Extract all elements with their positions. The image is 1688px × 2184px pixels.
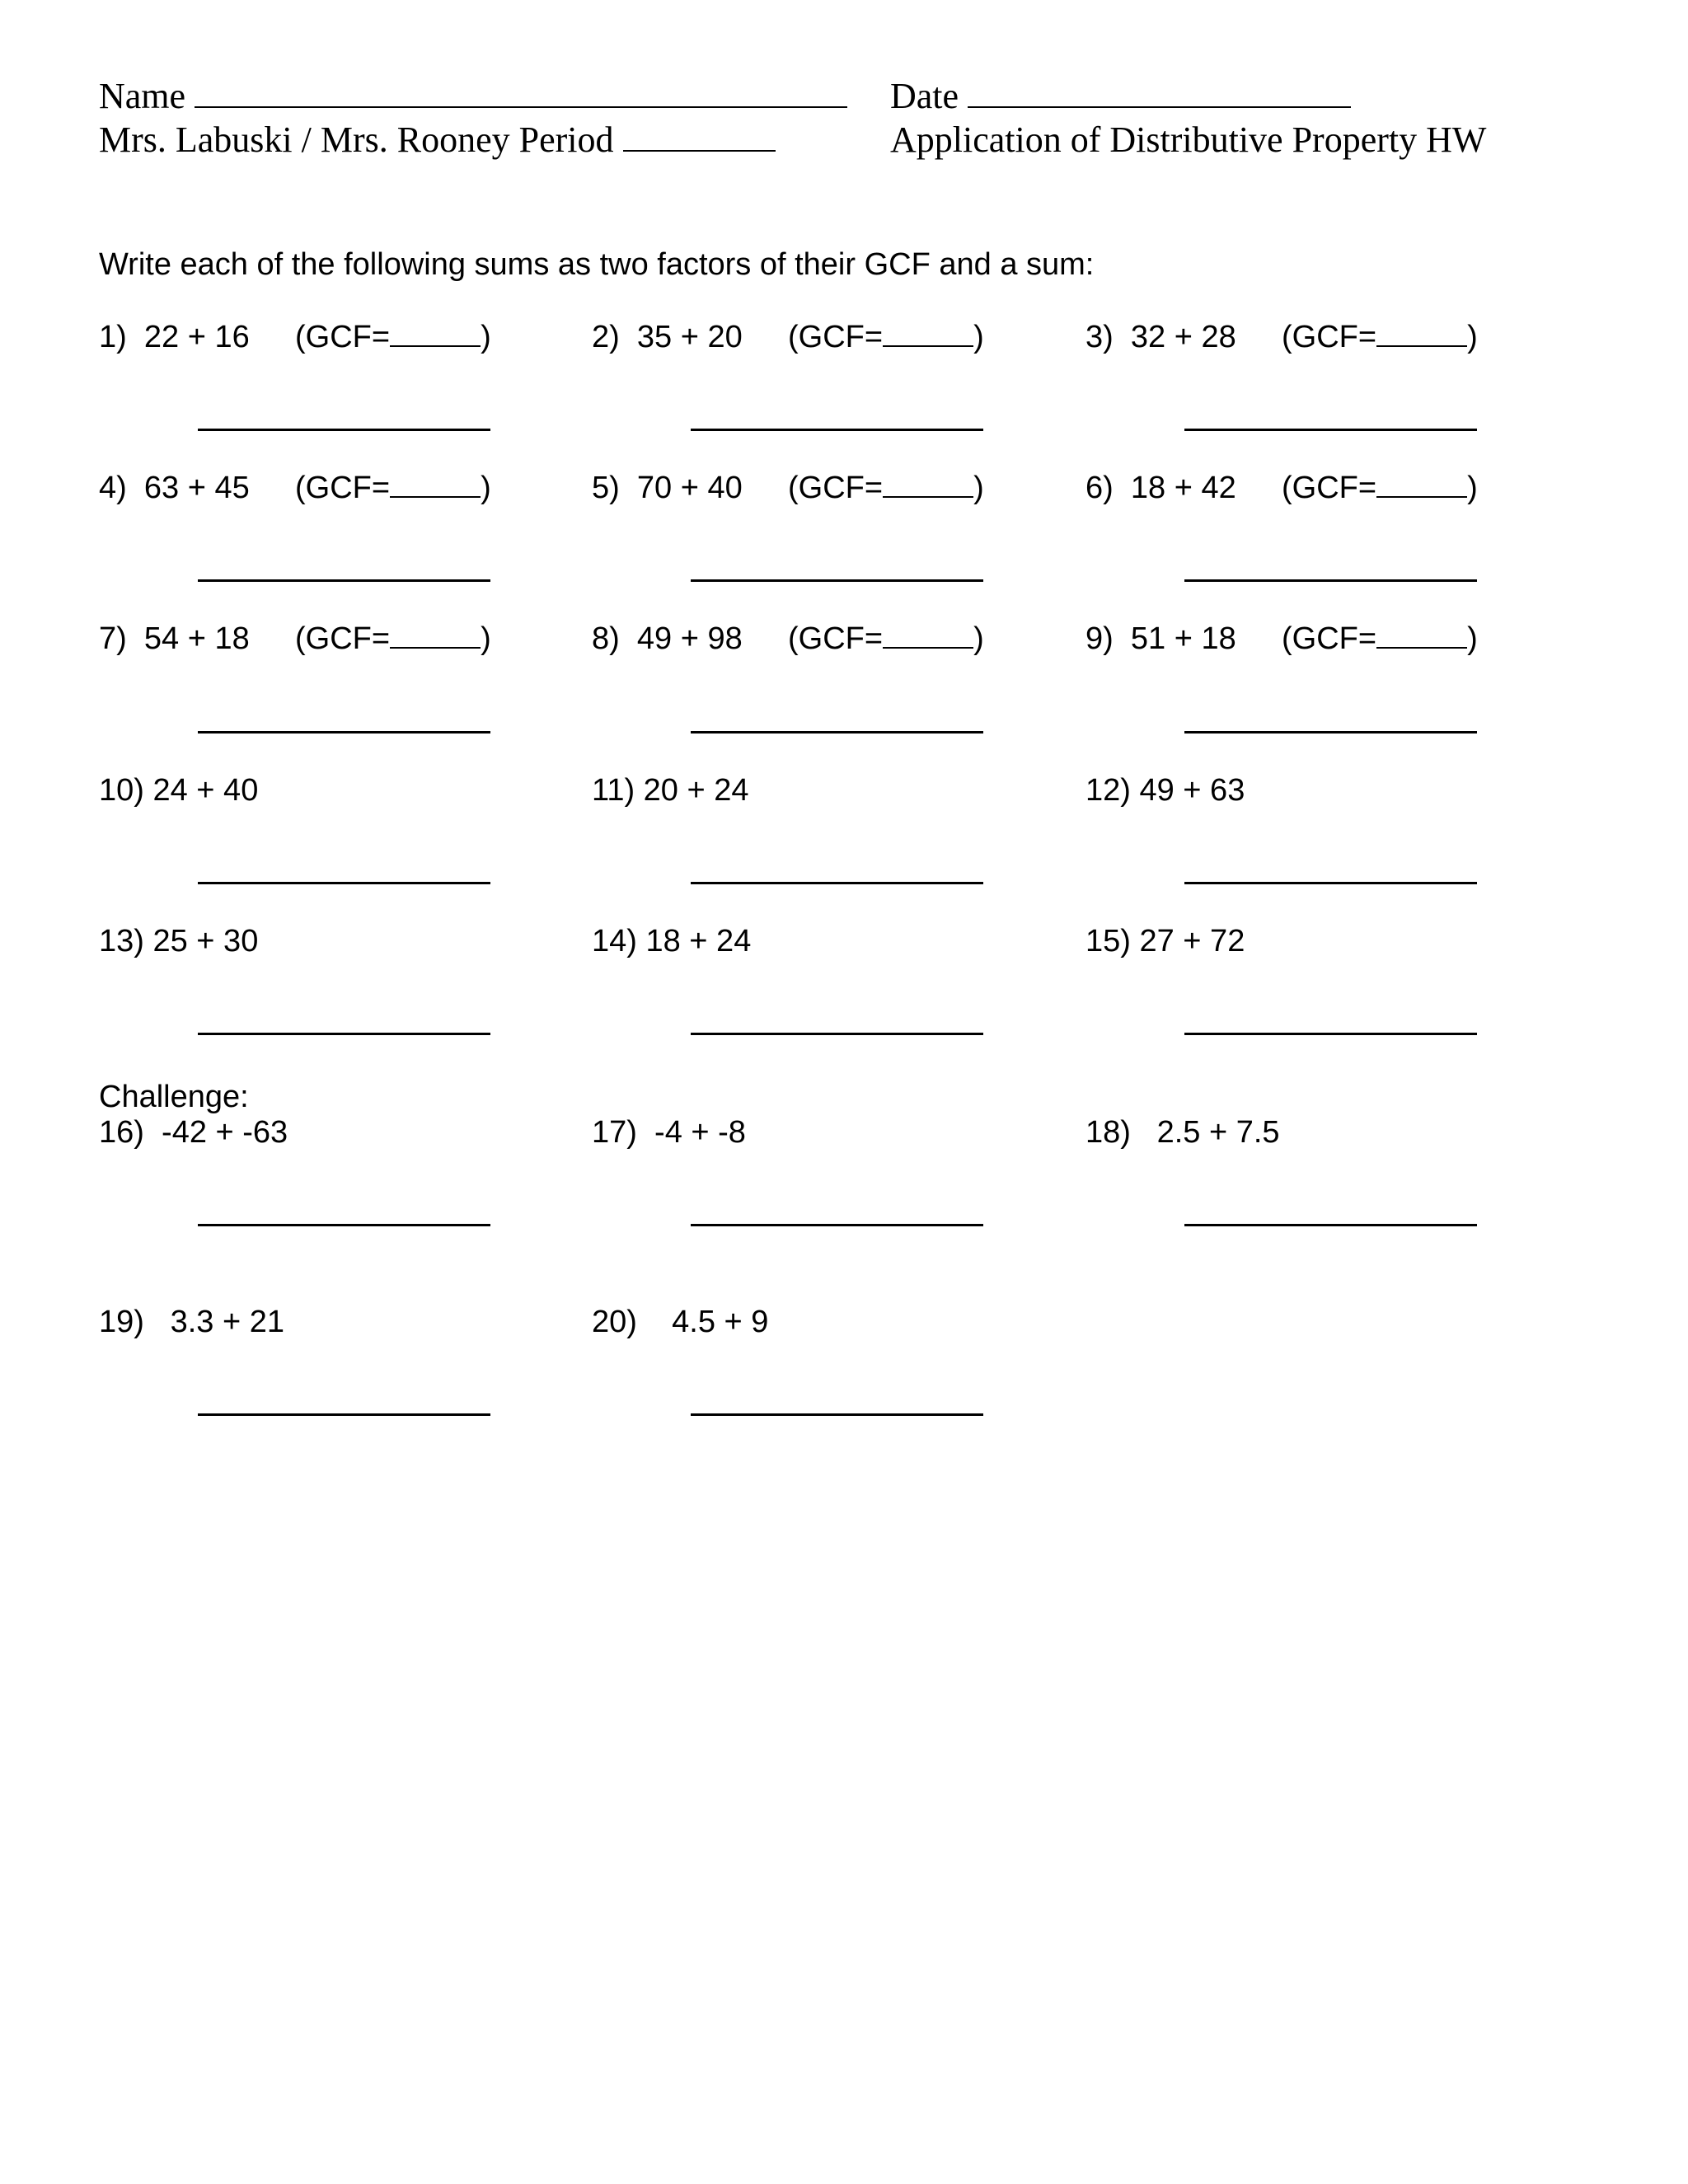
gcf-blank[interactable] (390, 644, 481, 649)
gcf-field-5 (788, 472, 984, 504)
date-field (890, 78, 1351, 115)
date-label: Date (890, 76, 959, 116)
answer-line-19[interactable] (198, 1413, 490, 1416)
challenge-label: Challenge: (99, 1080, 249, 1114)
gcf-prefix: (GCF= (788, 621, 884, 656)
gcf-suffix: ) (481, 471, 491, 505)
problem-8: 8) 49 + 98 (592, 621, 743, 656)
gcf-field-8 (788, 623, 984, 654)
gcf-blank[interactable] (1376, 342, 1467, 347)
teacher-period-label: Mrs. Labuski / Mrs. Rooney Period (99, 120, 614, 160)
gcf-blank[interactable] (883, 493, 973, 498)
problem-18: 18) 2.5 + 7.5 (1085, 1115, 1280, 1150)
gcf-prefix: (GCF= (788, 471, 884, 505)
answer-line-9[interactable] (1184, 731, 1477, 733)
problem-4: 4) 63 + 45 (99, 471, 250, 505)
gcf-suffix: ) (1467, 621, 1478, 656)
problem-14: 14) 18 + 24 (592, 924, 752, 958)
answer-line-8[interactable] (691, 731, 983, 733)
gcf-blank[interactable] (883, 342, 973, 347)
answer-line-10[interactable] (198, 882, 490, 884)
gcf-blank[interactable] (1376, 493, 1467, 498)
problem-12: 12) 49 + 63 (1085, 773, 1245, 808)
problem-2: 2) 35 + 20 (592, 320, 743, 354)
gcf-prefix: (GCF= (295, 320, 391, 354)
problem-9: 9) 51 + 18 (1085, 621, 1236, 656)
problem-16: 16) -42 + -63 (99, 1115, 288, 1150)
problem-7: 7) 54 + 18 (99, 621, 250, 656)
answer-line-2[interactable] (691, 429, 983, 431)
problem-15: 15) 27 + 72 (1085, 924, 1245, 958)
answer-line-3[interactable] (1184, 429, 1477, 431)
answer-line-20[interactable] (691, 1413, 983, 1416)
answer-line-1[interactable] (198, 429, 490, 431)
problem-1: 1) 22 + 16 (99, 320, 250, 354)
gcf-prefix: (GCF= (1282, 621, 1377, 656)
answer-line-6[interactable] (1184, 579, 1477, 582)
gcf-suffix: ) (973, 621, 984, 656)
gcf-prefix: (GCF= (295, 471, 391, 505)
gcf-blank[interactable] (390, 493, 481, 498)
name-blank[interactable] (195, 103, 847, 108)
gcf-prefix: (GCF= (295, 621, 391, 656)
gcf-blank[interactable] (883, 644, 973, 649)
gcf-suffix: ) (973, 320, 984, 354)
problem-13: 13) 25 + 30 (99, 924, 259, 958)
answer-line-17[interactable] (691, 1224, 983, 1226)
problem-17: 17) -4 + -8 (592, 1115, 746, 1150)
gcf-prefix: (GCF= (1282, 320, 1377, 354)
gcf-blank[interactable] (1376, 644, 1467, 649)
answer-line-13[interactable] (198, 1033, 490, 1035)
gcf-prefix: (GCF= (1282, 471, 1377, 505)
period-blank[interactable] (623, 147, 776, 152)
answer-line-16[interactable] (198, 1224, 490, 1226)
problem-3: 3) 32 + 28 (1085, 320, 1236, 354)
answer-line-11[interactable] (691, 882, 983, 884)
gcf-field-1 (295, 321, 491, 353)
gcf-field-3 (1282, 321, 1478, 353)
problem-11: 11) 20 + 24 (592, 773, 749, 808)
answer-line-14[interactable] (691, 1033, 983, 1035)
answer-line-4[interactable] (198, 579, 490, 582)
date-blank[interactable] (968, 103, 1351, 108)
problem-19: 19) 3.3 + 21 (99, 1305, 284, 1339)
answer-line-18[interactable] (1184, 1224, 1477, 1226)
name-label: Name (99, 76, 186, 116)
gcf-suffix: ) (1467, 471, 1478, 505)
gcf-suffix: ) (481, 320, 491, 354)
gcf-field-9 (1282, 623, 1478, 654)
answer-line-15[interactable] (1184, 1033, 1477, 1035)
problem-6: 6) 18 + 42 (1085, 471, 1236, 505)
answer-line-5[interactable] (691, 579, 983, 582)
problem-20: 20) 4.5 + 9 (592, 1305, 769, 1339)
gcf-prefix: (GCF= (788, 320, 884, 354)
teacher-period-field (99, 122, 776, 158)
gcf-field-7 (295, 623, 491, 654)
problem-10: 10) 24 + 40 (99, 773, 259, 808)
gcf-suffix: ) (481, 621, 491, 656)
gcf-field-4 (295, 472, 491, 504)
gcf-field-6 (1282, 472, 1478, 504)
gcf-suffix: ) (1467, 320, 1478, 354)
instructions: Write each of the following sums as two factors of their GCF and a sum: (99, 247, 1095, 282)
answer-line-12[interactable] (1184, 882, 1477, 884)
name-field (99, 78, 847, 115)
answer-line-7[interactable] (198, 731, 490, 733)
problem-5: 5) 70 + 40 (592, 471, 743, 505)
worksheet-title: Application of Distributive Property HW (890, 120, 1487, 160)
gcf-blank[interactable] (390, 342, 481, 347)
gcf-field-2 (788, 321, 984, 353)
gcf-suffix: ) (973, 471, 984, 505)
